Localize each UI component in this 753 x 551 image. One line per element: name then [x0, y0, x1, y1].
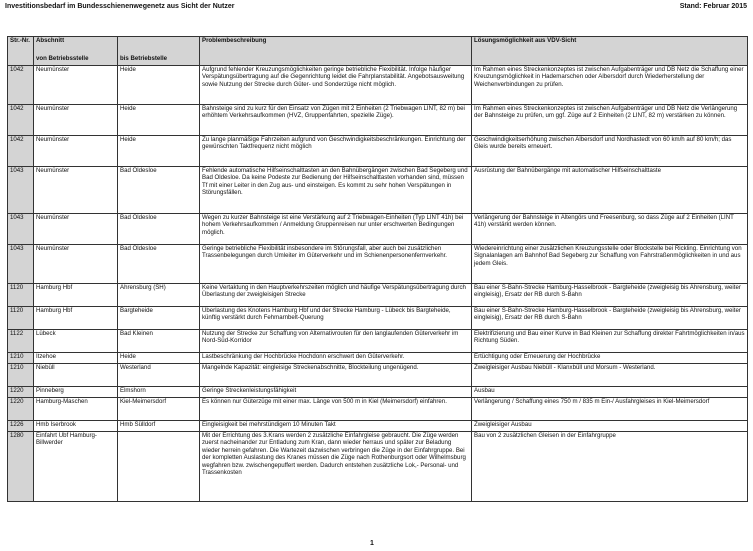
row-bis: Bad Oldesloe	[118, 167, 200, 214]
row-bis: Bargteheide	[118, 307, 200, 330]
row-loesung: Geschwindigkeitserhöhung zwischen Albersdorf und Nordhastedt von 60 km/h auf 80 km/h; das Gleis wurde bereits erneuert.	[472, 136, 748, 167]
table-row	[8, 214, 748, 245]
row-nr: 1226	[8, 421, 34, 432]
row-nr: 1220	[8, 387, 34, 398]
row-bis: Bad Oldesloe	[118, 214, 200, 245]
row-bis: Hmb Sülldorf	[118, 421, 200, 432]
row-nr: 1043	[8, 167, 34, 214]
row-loesung: Verlängerung / Schaffung eines 750 m / 835 m Ein-/ Ausfahrgleises in Kiel-Meimersdorf	[472, 398, 748, 421]
row-nr: 1210	[8, 364, 34, 387]
row-loesung: Bau einer S-Bahn-Strecke Hamburg-Hasselbrook - Bargteheide (zweigleisig bis Ahrensburg, weiter eingleisig), Ersatz der RB durch S-Bahn	[472, 307, 748, 330]
row-problem: Wegen zu kurzer Bahnsteige ist eine Verstärkung auf 2 Triebwagen-Einheiten (Typ LINT 41h) bei hohem Verkehrsaufkommen / Anmeldung Gruppenreisen nur unter erschwerten Bedingungen möglich.	[200, 214, 472, 245]
header-loesung: Lösungsmöglichkeit aus VDV-Sicht	[472, 37, 748, 66]
row-bis: Heide	[118, 105, 200, 136]
row-nr: 1042	[8, 66, 34, 105]
row-von: Neumünster	[34, 214, 118, 245]
row-von: Itzehoe	[34, 353, 118, 364]
row-problem: Mit der Errichtung des 3.Krans werden 2 zusätzliche Einfahrgleise gebraucht. Die Züge werden zuerst nacheinander zur Entladung zum Kran, dann wieder herraus und später zur Beladung wieder herrein gefahren. Die Wartezeit dazwischen verbringen die Züge in der Einfahrgruppe. Bei der kompletten Auslastung des Kranes müssen die Züge nach Rothenburgsort oder Wilhelmsburg wegfahren bzw. zwischengepuffert werden. Dadurch entstehen zusätzliche Lok,- Personal- und Trassenkosten	[200, 432, 472, 502]
row-nr: 1042	[8, 105, 34, 136]
table-row	[8, 66, 748, 105]
row-von: Niebüll	[34, 364, 118, 387]
table-row	[8, 421, 748, 432]
row-bis: Westerland	[118, 364, 200, 387]
row-nr: 1122	[8, 330, 34, 353]
row-nr: 1120	[8, 307, 34, 330]
row-bis: Heide	[118, 136, 200, 167]
header-bis-label: bis Betriebstelle	[120, 55, 168, 62]
table-header-row	[8, 37, 748, 66]
row-loesung: Im Rahmen eines Streckenkonzeptes ist zwischen Aufgabenträger und DB Netz die Schaffung einer Kreuzungsmöglichkeit in Hademarschen oder Albersdorf durch Wiederherstellung der Weichenverbindungen zu prüfen.	[472, 66, 748, 105]
row-problem: Fehlende automatische Hilfseinschalttasten an den Bahnübergängen zwischen Bad Segeberg und Bad Oldesloe. Da keine Podeste zur Bedienung der Hilfseinschalttasten vorhanden sind, müssen Tf mit einer Leiter in den Zug aus- und einsteigen. Es kommt zu sehr hohen Verspätungen in Störungsfällen.	[200, 167, 472, 214]
header-str-nr: Str.-Nr.	[8, 37, 34, 66]
row-loesung: Ertüchtigung oder Erneuerung der Hochbrücke	[472, 353, 748, 364]
row-loesung: Bau von 2 zusätzlichen Gleisen in der Einfahrgruppe	[472, 432, 748, 502]
row-loesung: Ausbau	[472, 387, 748, 398]
row-loesung: Zweigleisiger Ausbau Niebüll - Klanxbüll und Morsum - Westerland.	[472, 364, 748, 387]
row-loesung: Zweigleisiger Ausbau	[472, 421, 748, 432]
header-abschnitt	[34, 37, 118, 66]
document-date: Stand: Februar 2015	[679, 3, 747, 10]
row-problem: Keine Vertaktung in den Hauptverkehrszeiten möglich und häufige Verspätungsübertragung durch Überlastung der zweigleisigen Strecke	[200, 284, 472, 307]
row-problem: Mangelnde Kapazität: eingleisige Streckenabschnitte, Blockteilung ungenügend.	[200, 364, 472, 387]
row-bis: Kiel-Meimersdorf	[118, 398, 200, 421]
table-row	[8, 387, 748, 398]
table-row	[8, 353, 748, 364]
row-problem: Es können nur Güterzüge mit einer max. Länge von 500 m in Kiel (Meimersdorf) einfahren.	[200, 398, 472, 421]
header-von-label: von Betriebsstelle	[36, 55, 89, 62]
header-abschnitt-label: Abschnitt	[36, 37, 65, 44]
row-bis: Bad Oldesloe	[118, 245, 200, 284]
table-row	[8, 364, 748, 387]
row-problem: Überlastung des Knotens Hamburg Hbf und der Strecke Hamburg - Lübeck bis Bargteheide, künftig verstärkt durch Fehmarnbelt-Querung	[200, 307, 472, 330]
row-bis: Ahrensburg (SH)	[118, 284, 200, 307]
header-problem: Problembeschreibung	[200, 37, 472, 66]
row-von: Hmb Iserbrook	[34, 421, 118, 432]
table-row	[8, 105, 748, 136]
row-bis: Elmshorn	[118, 387, 200, 398]
row-bis	[118, 432, 200, 502]
table-row	[8, 167, 748, 214]
row-problem: Geringe betriebliche Flexibilität insbesondere im Störungsfall, aber auch bei zusätzlichen Trassenbelegungen durch Umleiter im Güterverkehr und im Schienenpersonenfernverkehr.	[200, 245, 472, 284]
table-row	[8, 136, 748, 167]
row-von: Pinneberg	[34, 387, 118, 398]
row-loesung: Wiedereinrichtung einer zusätzlichen Kreuzungsstelle oder Blockstelle bei Rickling. Einrichtung von Signalanlagen am Bahnhof Bad Segeberg zur Schaffung von Fahrstraßenmöglichkeiten in und aus jedem Gleis.	[472, 245, 748, 284]
row-von: Hamburg Hbf	[34, 307, 118, 330]
row-von: Neumünster	[34, 66, 118, 105]
row-loesung: Bau einer S-Bahn-Strecke Hamburg-Hasselbrook - Bargteheide (zweigleisig bis Ahrensburg, weiter eingleisig), Ersatz der RB durch S-Bahn	[472, 284, 748, 307]
table-row	[8, 432, 748, 502]
row-nr: 1210	[8, 353, 34, 364]
row-problem: Aufgrund fehlender Kreuzungsmöglichkeiten geringe betriebliche Flexibilität. Infolge häufiger Verspätungsübertragung auf die Gegenrichtung leidet die Fahrplanstabilität. Angebotsausweitung sowie Nutzung der Strecke durch Güter- und Sonderzüge nicht möglich.	[200, 66, 472, 105]
row-von: Neumünster	[34, 245, 118, 284]
table-row	[8, 245, 748, 284]
row-von: Lübeck	[34, 330, 118, 353]
row-nr: 1043	[8, 245, 34, 284]
row-problem: Geringe Streckenleistungsfähigkeit	[200, 387, 472, 398]
row-problem: Lastbeschränkung der Hochbrücke Hochdonn erschwert den Güterverkehr.	[200, 353, 472, 364]
row-von: Neumünster	[34, 105, 118, 136]
page-number: 1	[370, 540, 374, 547]
table-row	[8, 398, 748, 421]
row-von: Neumünster	[34, 136, 118, 167]
row-loesung: Ausrüstung der Bahnübergänge mit automatischer Hilfseinschalttaste	[472, 167, 748, 214]
row-nr: 1120	[8, 284, 34, 307]
row-von: Hamburg Hbf	[34, 284, 118, 307]
row-loesung: Elektrifizierung und Bau einer Kurve in Bad Kleinen zur Schaffung direkter Fahrtmöglichkeiten in/aus Richtung Süden.	[472, 330, 748, 353]
row-nr: 1042	[8, 136, 34, 167]
row-von: Neumünster	[34, 167, 118, 214]
row-loesung: Im Rahmen eines Streckenkonzeptes ist zwischen Aufgabenträger und DB Netz die Verlängerung der Bahnsteige zu prüfen, um ggf. Züge auf 2 Einheiten (2 LINT, 82 m) verstärken zu können.	[472, 105, 748, 136]
row-bis: Bad Kleinen	[118, 330, 200, 353]
row-loesung: Verlängerung der Bahnsteige in Altengörs und Freesenburg, so dass Züge auf 2 Einheiten (LINT 41h) verstärkt werden können.	[472, 214, 748, 245]
table-row	[8, 330, 748, 353]
row-problem: Zu lange planmäßige Fahrzeiten aufgrund von Geschwindigkeitsbeschränkungen. Einrichtung der gewünschten Taktfrequenz nicht möglich	[200, 136, 472, 167]
row-bis: Heide	[118, 353, 200, 364]
row-problem: Eingleisigkeit bei mehrstündigem 10 Minuten Takt	[200, 421, 472, 432]
table-row	[8, 307, 748, 330]
row-problem: Nutzung der Strecke zur Schaffung von Alternativrouten für den langlaufenden Güterverkehr im Nord-Süd-Korridor	[200, 330, 472, 353]
row-von: Hamburg-Maschen	[34, 398, 118, 421]
row-von: Einfahrt Ubf Hamburg-Billwerder	[34, 432, 118, 502]
row-problem: Bahnsteige sind zu kurz für den Einsatz von Zügen mit 2 Einheiten (2 Triebwagen LINT, 82 m) bei erhöhtem Verkehrsaufkommen (HVZ, Gruppenfahrten, spezielle Züge).	[200, 105, 472, 136]
document-title: Investitionsbedarf im Bundesschienenwegenetz aus Sicht der Nutzer	[5, 3, 235, 10]
row-bis: Heide	[118, 66, 200, 105]
table-row	[8, 284, 748, 307]
header-bis	[118, 37, 200, 66]
row-nr: 1280	[8, 432, 34, 502]
investment-table	[7, 36, 748, 502]
row-nr: 1043	[8, 214, 34, 245]
row-nr: 1220	[8, 398, 34, 421]
